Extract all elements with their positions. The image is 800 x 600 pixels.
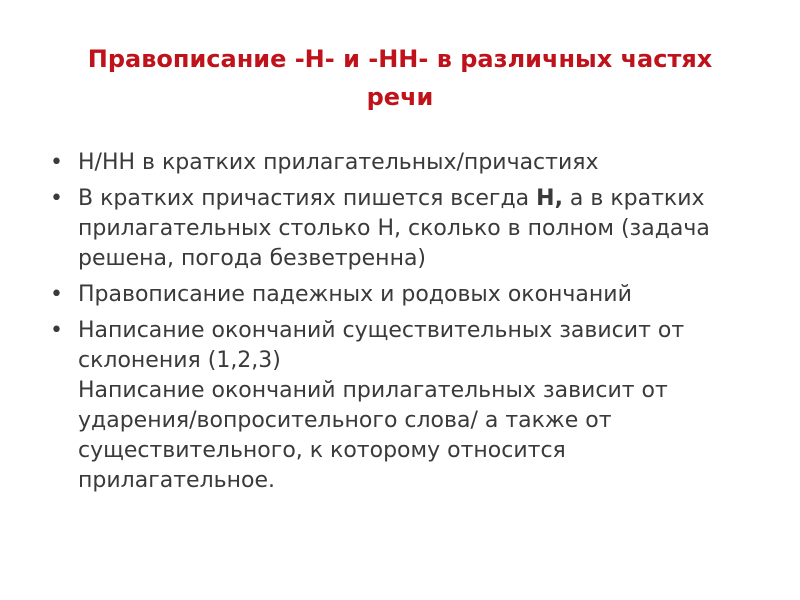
bullet-icon: •	[50, 282, 63, 307]
list-item	[46, 280, 760, 310]
list-item	[46, 148, 760, 178]
title-line-2: речи	[366, 83, 434, 111]
bullet-text: а в кратких прилагательных столько Н, сколько в полном (задача решена, погода безветренна)	[78, 186, 710, 271]
bullet-icon: •	[50, 318, 63, 343]
bullet-list	[46, 148, 760, 502]
list-item	[46, 316, 760, 496]
bullet-text: Написание окончаний существительных зависит от склонения (1,2,3)	[78, 318, 685, 373]
bullet-text: Н/НН в кратких прилагательных/причастиях	[78, 150, 599, 175]
bullet-icon: •	[50, 186, 63, 211]
bullet-text: Написание окончаний прилагательных зависит от ударения/вопросительного слова/ а также от существительного, к которому относится прилагательное.	[78, 378, 668, 493]
bullet-text: Правописание падежных и родовых окончаний	[78, 282, 632, 307]
slide-title	[40, 40, 760, 116]
bullet-text: В кратких причастиях пишется всегда	[78, 186, 537, 211]
bullet-bold-text: Н,	[536, 186, 563, 211]
title-line-1: Правописание -Н- и -НН- в различных частях	[87, 45, 713, 73]
bullet-icon: •	[50, 150, 63, 175]
list-item	[46, 184, 760, 274]
